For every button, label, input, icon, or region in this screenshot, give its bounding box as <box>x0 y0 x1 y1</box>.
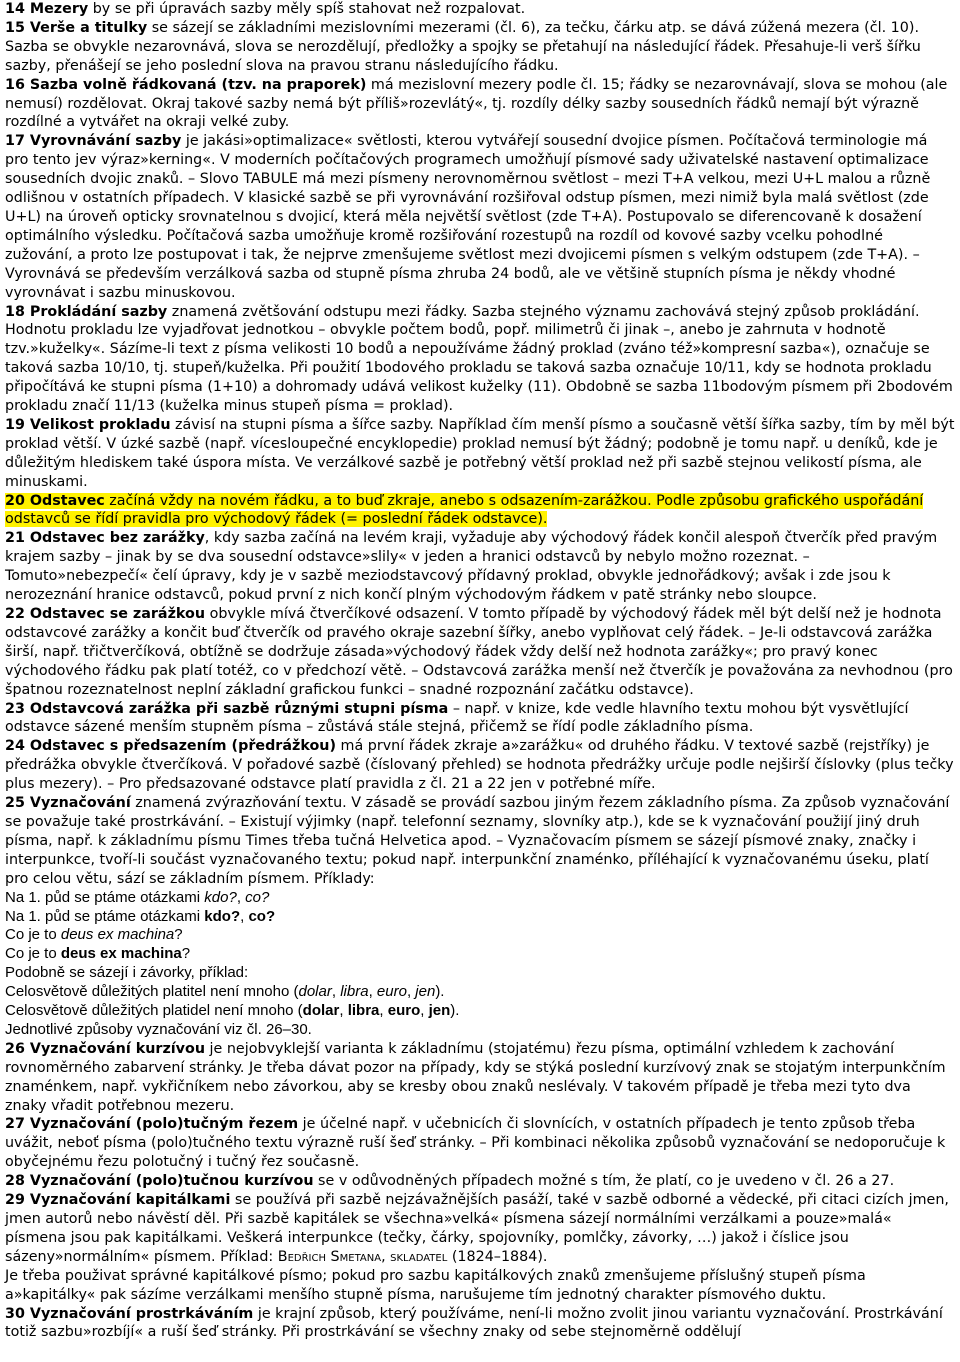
text-run: , <box>331 983 341 1001</box>
paragraph <box>5 945 955 964</box>
paragraph <box>5 492 955 530</box>
bold-text: libra <box>347 1002 380 1020</box>
bold-text: 18 Prokládání sazby <box>5 303 168 320</box>
text-run: , <box>420 1002 429 1020</box>
text-run: se používá při sazbě nejzávažnějších pasáží, také v sazbě odborné a vědecké, při citaci cizích jmen, jmen autorů nebo návěstí děl. Při sazbě kapitálek se všechna»velká« písmena sázejí normálními verzálkami a pouze»malá« písmena jsou pak kapitálkami. Veškerá interpunkce (tečky, čárky, spojovníky, pomlčky, závorky, …) jakož i číslice jsou sázeny»normálním« písmem. Příklad: <box>5 1192 949 1265</box>
paragraph <box>5 1040 955 1116</box>
bold-text: 29 Vyznačování kapitálkami <box>5 1192 231 1209</box>
text-run: Celosvětově důležitých platitel není mnoho ( <box>5 983 299 1001</box>
paragraph <box>5 889 955 908</box>
bold-text: 14 Mezery <box>5 1 89 17</box>
italic-text: libra <box>340 983 369 1001</box>
paragraph <box>5 1115 955 1172</box>
text-run: Podobně se sázejí i závorky, příklad: <box>5 964 249 982</box>
text-run: obvykle mívá čtverčíkové odsazení. V tomto případě by východový řádek měl být delší než je hodnota odstavcové zarážky a končit buď čtverčík od pravého okraje sazební šířky, anebo vyplňovat celý řádek. – Je-li odstavcová zarážka širší, např. třičtverčíková, obtížně se dodržuje zásada»východový řádek vždy delší než hodnota zarážky«; pro pravý konec východového řádku pak platí totéž, co v předchozí větě. – Odstavcová zarážka menší než čtverčík je považována za nevhodnou (pro špatnou rozeznatelnost neplní základní grafickou funkci – snadné rozpoznání začátku odstavce). <box>5 606 953 698</box>
paragraph <box>5 1021 955 1040</box>
bold-text: 21 Odstavec bez zarážky <box>5 530 205 547</box>
bold-text: 30 Vyznačování prostrkáváním <box>5 1305 254 1322</box>
paragraph <box>5 908 955 927</box>
paragraph <box>5 1172 955 1191</box>
text-run: Co je to <box>5 945 61 963</box>
text-run: začíná vždy na novém řádku, a to buď zkraje, anebo s odsazením-zarážkou. Podle způsobu grafického uspořádání odstavců se řídí pravidla pro východový řádek (= poslední řádek odstavce). <box>5 492 924 528</box>
paragraph <box>5 1191 955 1267</box>
text-run: ). <box>450 1002 460 1020</box>
italic-text: deus ex machina <box>60 926 175 944</box>
bold-text: co? <box>248 907 276 925</box>
bold-text: 25 Vyznačování <box>5 795 131 812</box>
text-run: je jakási»optimalizace« světlosti, kterou vytvářejí sousední dvojice písmen. Počítačová terminologie má pro tento jev výraz»kerning«. V moderních počítačových programech umožňují písmové sady uživatelské nastavení optimalizace sousedních dvojic znaků. – Slovo TABULE má mezi písmeny nerovnoměrnou světlost – mezi T+A velkou, mezi U+L malou a různě odlišnou v ostatních případech. V klasické sazbě se při vyrovnávání rozšiřoval odstup písmen, mezi nimiž byla malá světlost (zde U+L) na úroveň opticky srovnatelnou s dvojicí, která měla největší světlost (zde T+A). Postupovalo se diferencovaně k dosažení optimálního výsledku. Počítačová sazba umožňuje kromě rozšiřování rozestupů na rozdíl od kovové sazby vcelku pohodlné zužování, a proto lze postupovat i tak, že nejprve zmenšujeme světlost mezi dvojicemi písmen s velkým odstupem (zde T+A). – Vyrovnává se především verzálková sazba od stupně písma zhruba 24 bodů, ale ve většině stupních písma je někdy vhodné vyrovnávat i sazbu minuskovou. <box>5 133 931 301</box>
bold-text: 19 Velikost prokladu <box>5 416 171 433</box>
text-run: má mezislovní mezery podle čl. 15; řádky se nezarovnávají, slova se mohou (ale nemusí) rozdělovat. Okraj takové sazby nemá být příliš»rozevlátý«, tj. rozdíly délky sazby sousedních řádků nemají být výrazně rozdílné a vytvářet na okraji velké zuby. <box>5 76 948 131</box>
text-run: ? <box>174 926 183 944</box>
paragraph <box>5 0 955 19</box>
small-caps-text: Bedřich Smetana, skladatel <box>277 1248 448 1265</box>
text-run: je krajní způsob, který používáme, není-li možno zvolit jinou variantu vyznačování. Prostrkávání totiž sazbu»rozbíjí« a ruší šeď stránky. Při prostrkávání se všechny znaky od sebe stejnoměrně oddělují <box>5 1305 943 1341</box>
bold-text: 15 Verše a titulky <box>5 19 148 36</box>
text-run: Na 1. půd se ptáme otázkami <box>5 888 205 906</box>
text-run: Jednotlivé způsoby vyznačování viz čl. 26–30. <box>5 1020 312 1038</box>
paragraph <box>5 1002 955 1021</box>
text-run: se v odůvodněných případech možné s tím, že platí, co je uvedeno v čl. 26 a 27. <box>313 1173 895 1190</box>
paragraph <box>5 416 955 492</box>
text-run: se sázejí se základními mezislovními mezerami (čl. 6), za tečku, čárku atp. se dává zúžená mezera (čl. 10). Sazba se obvykle nezarovnává, slova se nerozdělují, předložky a spojky se přetahují na následující řádek. Přesahuje-li verš šířku sazby, přenášejí se jeho poslední slova na pravou stranu následujícího řádku. <box>5 19 921 74</box>
paragraph <box>5 737 955 794</box>
paragraph <box>5 983 955 1002</box>
text-run: by se při úpravách sazby měly spíš stahovat než rozpalovat. <box>88 1 526 17</box>
bold-text: kdo? <box>204 907 241 925</box>
paragraph <box>5 1267 955 1305</box>
italic-text: co? <box>245 888 270 906</box>
paragraph <box>5 132 955 302</box>
bold-text: 26 Vyznačování kurzívou <box>5 1040 206 1057</box>
text-run: ). <box>435 983 445 1001</box>
bold-text: euro <box>387 1002 421 1020</box>
paragraph <box>5 964 955 983</box>
bold-text: 20 Odstavec <box>5 492 105 509</box>
bold-text: 17 Vyrovnávání sazby <box>5 133 182 150</box>
paragraph <box>5 19 955 76</box>
text-run: Je třeba použivat správné kapitálkové písmo; pokud pro sazbu kapitálkových znaků zmenšujeme příslušný stupeň písma a»kapitálky« pak sázíme verzálkami menšího stupně písma, narušujeme tím jednotný charakter písmového duktu. <box>5 1267 866 1303</box>
italic-text: dolar <box>298 983 332 1001</box>
text-run: , kdy sazba začíná na levém kraji, vyžaduje aby východový řádek končil alespoň čtverčík před pravým krajem sazby – jinak by se dva sousední odstavce»slily« v jeden a hranici odstavců by nebylo možno rozeznat. – Tomuto»nebezpečí« čelí úpravy, kdy je v sazbě meziodstavcový přídavný proklad, obvykle jednořádkový; avšak i zde jsou k nerozeznání hranice odstavců, pokud první z nich končí plným východovým řádkem v patě stránky nebo sloupce. <box>5 530 938 604</box>
bold-text: 28 Vyznačování (polo)tučnou kurzívou <box>5 1173 314 1190</box>
text-run: je nejobvyklejší varianta k základnímu (stojatému) řezu písma, optimální vzhledem k zachování rovnoměrného zabarvení stránky. Je třeba dávat pozor na případy, kdy se stýká poslední kurzívový znak se stojatým interpunkčním znaménkem, např. vykřičníkem nebo závorkou, aby se kresby obou znaků neslévaly. V takovém případě je třeba mezi tyto dva znaky vřadit potřebnou mezeru. <box>5 1040 946 1114</box>
bold-text: 24 Odstavec s předsazením (předrážkou) <box>5 738 336 755</box>
paragraph <box>5 700 955 738</box>
paragraph <box>5 794 955 889</box>
text-run: , <box>236 888 246 906</box>
paragraph <box>5 1305 955 1343</box>
text-run: , <box>379 1002 388 1020</box>
bold-text: 16 Sazba volně řádkovaná (tzv. na praporek) <box>5 76 367 93</box>
italic-text: euro <box>376 983 407 1001</box>
bold-text: deus ex machina <box>60 945 182 963</box>
bold-text: 27 Vyznačování (polo)tučným řezem <box>5 1116 299 1133</box>
bold-text: jen <box>428 1002 451 1020</box>
bold-text: dolar <box>302 1002 340 1020</box>
text-run: má první řádek zkrajе a»zarážku« od druhého řádku. V textové sazbě (rejstříky) je předrážka obvykle čtverčíková. V pořadové sazbě (číslovaný přehled) se hodnota předrážky určuje podle nejširší číslovky (plus tečky plus mezery). – Pro předsazované odstavce platí pravidla z čl. 21 a 22 jen v potřebné míře. <box>5 738 954 793</box>
bold-text: 23 Odstavcová zarážka při sazbě různými stupni písma <box>5 700 449 717</box>
text-run: závisí na stupni písma a šířce sazby. Například čím menší písmo a současně větší šířka sazby, tím by měl být proklad větší. V úzké sazbě (např. vícesloupečné encyklopedie) proklad nemusí být žádný; podobně je tomu např. u deníků, kde je důležitým hlediskem také úspora místa. Ve verzálkové sazbě je potřebný větší proklad než při sazbě stejnou velikostí písma, ale minuskami. <box>5 416 955 490</box>
paragraph <box>5 605 955 700</box>
text-run: Celosvětově důležitých platidel není mnoho ( <box>5 1002 303 1020</box>
italic-text: jen <box>415 983 436 1001</box>
text-run: , <box>339 1002 348 1020</box>
text-run: , <box>240 907 249 925</box>
text-run: Na 1. půd se ptáme otázkami <box>5 907 205 925</box>
text-run: , <box>368 983 377 1001</box>
text-run: (1824–1884). <box>447 1248 548 1265</box>
text-run: znamená zvýrazňování textu. V zásadě se provádí sazbou jiným řezem základního písma. Za způsob vyznačování se považuje také prostrkávání. – Existují výjimky (např. telefonní seznamy, slovníky atp.), kde se k vyznačování použijí jiný druh písma, např. k základnímu písmu Times třeba tučná Helvetica apod. – Vyznačovacím písmem se sázejí písmové znaky, značky i interpunkce, tvoří-li součást vyznačovaného textu; pokud např. interpunkční znaménko, příléhající k vyznačovanému úseku, platí pro celou větu, sází se základním písmem. Příklady: <box>5 795 950 887</box>
italic-text: kdo? <box>204 888 237 906</box>
text-run: ? <box>181 945 191 963</box>
paragraph <box>5 529 955 605</box>
paragraph <box>5 926 955 945</box>
text-run: , <box>406 983 416 1001</box>
paragraph <box>5 303 955 416</box>
paragraph <box>5 76 955 133</box>
text-run: znamená zvětšování odstupu mezi řádky. Sazba stejného významu zachovává stejný způsob prokládání. Hodnotu prokladu lze vyjadřovat jednotkou – obvykle počtem bodů, popř. milimetrů či jinak –, anebo je zahrnuta v hodnotě tzv.»kuželky«. Sázíme-li text z písma velikosti 10 bodů a nepoužíváme žádný proklad (zváno též»kompresní sazba«), označuje se taková sazba 10/10, tj. stupeň/kuželka. Při použití 1bodového prokladu se taková sazba označuje 10/11, kdy se hodnota prokladu připočítává ke stupni písma (1+10) a dohromady udává velikost kuželky (11). Obdobně se sazba 11bodovým písmem při 2bodovém prokladu značí 11/13 (kuželka minus stupeň písma = proklad). <box>5 303 953 415</box>
text-run: je účelné např. v učebnicích či slovnících, v ostatních případech je tento způsob třeba uvážit, neboť písma (polo)tučného textu výrazně ruší šeď stránky. – Při kombinaci několika způsobů vyznačování se nedoporučuje k obyčejnému řezu polotučný i tučný řez současně. <box>5 1116 946 1171</box>
text-run: Co je to <box>5 926 61 944</box>
bold-text: 22 Odstavec se zarážkou <box>5 606 206 622</box>
text-run: – např. v knize, kde vedle hlavního textu mohou být vysvětlující odstavce sázené menším stupněm písma – zůstává stále stejná, přičemž se řídí podle základního písma. <box>5 700 909 736</box>
